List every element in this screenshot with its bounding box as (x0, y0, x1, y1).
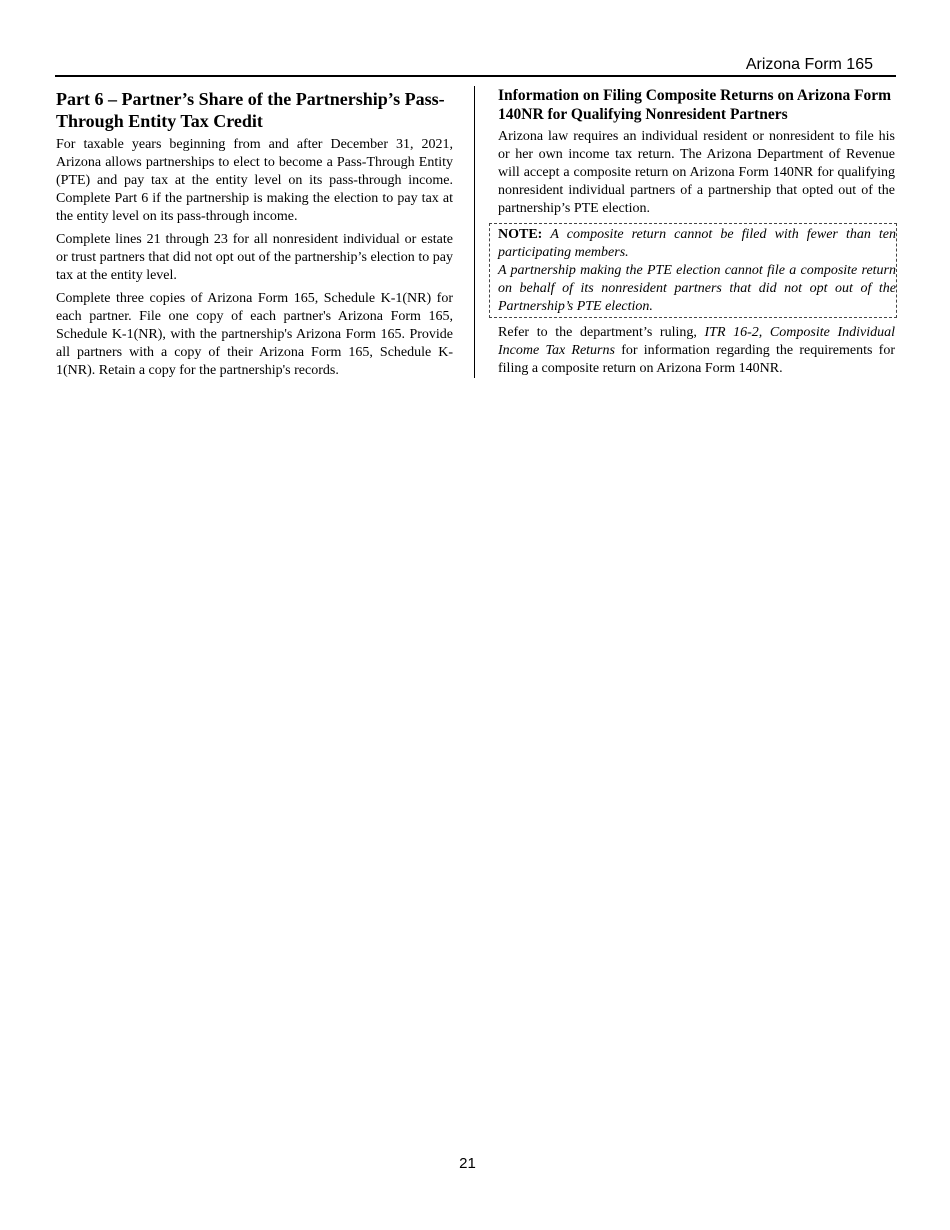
note-line-1 (498, 226, 896, 262)
composite-returns-heading: Information on Filing Composite Returns on Arizona Form 140NR for Qualifying Nonresident Partners (498, 87, 892, 123)
composite-intro-paragraph: Arizona law requires an individual resident or nonresident to file his or her own income tax return. The Arizona Department of Revenue will accept a composite return on Arizona Form 140NR for qualifying nonresident individual partners of a partnership that opted out of the partnership’s PTE election. (498, 129, 895, 216)
header-rule (55, 75, 896, 77)
part6-heading: Part 6 – Partner’s Share of the Partnership’s Pass-Through Entity Tax Credit (56, 89, 445, 131)
ruling-paragraph (498, 324, 895, 378)
ruling-title: ITR 16-2, Composite Individual Income Tax Returns (498, 325, 895, 358)
note-label: NOTE: (498, 227, 543, 242)
page-number: 21 (459, 1155, 476, 1172)
note-text-1: A composite return cannot be filed with fewer than ten participating members. (498, 227, 896, 260)
note-line-2 (498, 262, 896, 316)
part6-paragraph-2: Complete lines 21 through 23 for all nonresident individual or estate or trust partners that did not opt out of the partnership’s election to pay tax at the entity level. (56, 232, 453, 283)
ruling-suffix: for information regarding the requirements for filing a composite return on Arizona Form 140NR. (498, 343, 896, 376)
ruling-prefix: Refer to the department’s ruling, (498, 325, 705, 340)
form-title: Arizona Form 165 (745, 56, 873, 73)
note-text-2: A partnership making the PTE election cannot file a composite return on behalf of its nonresident partners that did not opt out of the Partnership’s PTE election. (498, 263, 896, 314)
part6-paragraph-3: Complete three copies of Arizona Form 165, Schedule K-1(NR) for each partner. File one copy of each partner's Arizona Form 165, Schedule K-1(NR), with the partnership's Arizona Form 165. Provide all partners with a copy of their Arizona Form 165, Schedule K-1(NR). Retain a copy for the partnership's records. (56, 291, 453, 378)
part6-paragraph-1: For taxable years beginning from and after December 31, 2021, Arizona allows partnerships to elect to become a Pass-Through Entity (PTE) and pay tax at the entity level on its pass-through income. Complete Part 6 if the partnership is making the election to pay tax at the entity level on its pass-through income. (56, 137, 453, 224)
right-column (498, 86, 895, 383)
note-box (489, 223, 897, 318)
left-column (56, 88, 453, 385)
column-divider (474, 86, 475, 378)
